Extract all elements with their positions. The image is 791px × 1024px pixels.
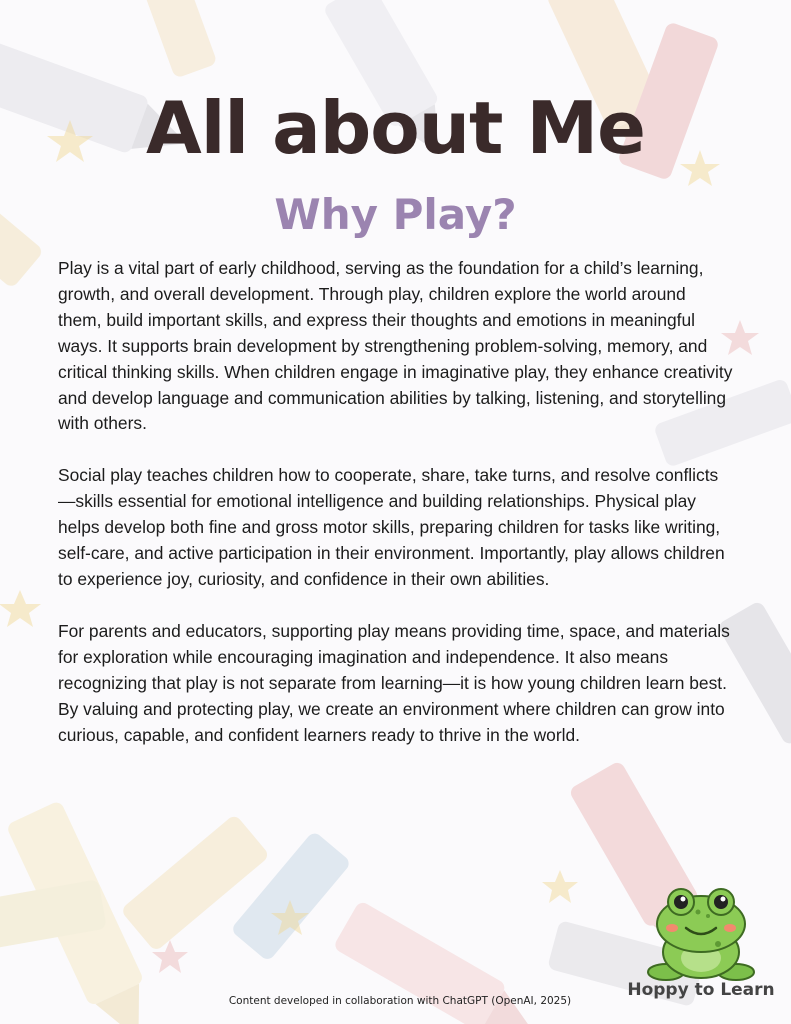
page-title: All about Me [146,86,645,170]
body-text [58,256,734,774]
brand-logo [626,884,776,1014]
paragraph-2: Social play teaches children how to cooperate, share, take turns, and resolve conflicts—skills essential for emotional intelligence and building relationships. Physical play helps develop both fine and gross motor skills, preparing children for tasks like writing, self-care, and active participation in their environment. Importantly, play allows children to experience joy, curiosity, and confidence in their own abilities. [58,465,725,589]
paragraph-1: Play is a vital part of early childhood, serving as the foundation for a child’s learning, growth, and overall development. Through play, children explore the world around them, build important skills, and express their thoughts and emotions in meaningful ways. It supports brain development by strengthening problem-solving, memory, and critical thinking skills. When children engage in imaginative play, they enhance creativity and develop language and communication abilities by talking, listening, and storytelling with others. [58,258,733,434]
paragraph-3: For parents and educators, supporting play means providing time, space, and materials for exploration while encouraging imagination and independence. It also means recognizing that play is not separate from learning—it is how young children learn best. By valuing and protecting play, we create an environment where children can grow into curious, capable, and confident learners ready to thrive in the world. [58,620,730,745]
brand-name: Hoppy to Learn [627,980,775,1000]
page-subtitle: Why Play? [274,190,517,239]
footer-credit: Content developed in collaboration with ChatGPT (OpenAI, 2025) [228,995,572,1007]
frog-icon [626,884,776,984]
